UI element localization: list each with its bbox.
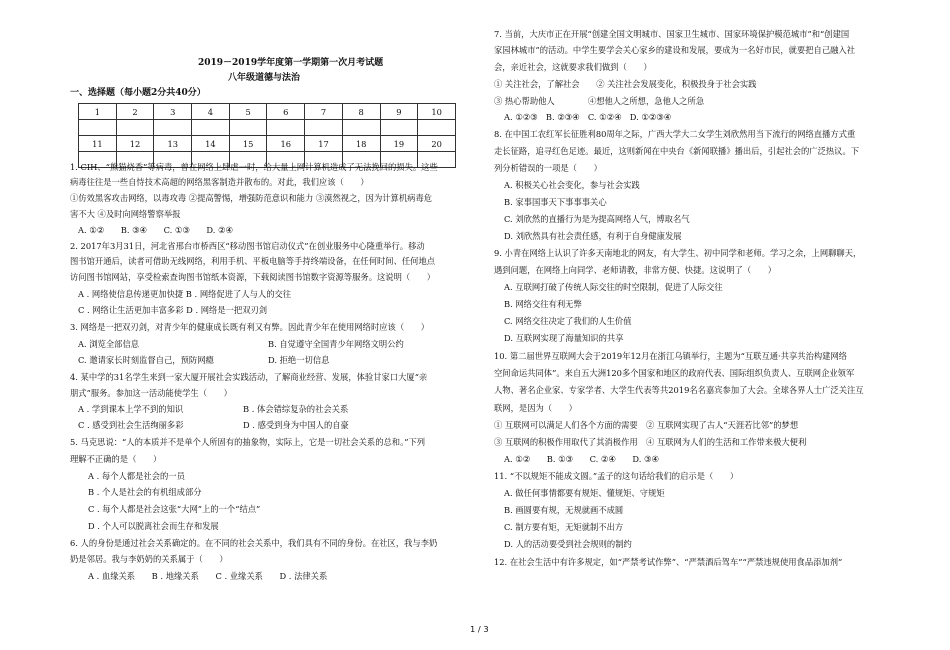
- table-cell: 6: [267, 104, 305, 120]
- table-row: [79, 104, 456, 120]
- question-text: 9. 小青在网络上认识了许多天南地北的网友，有大学生、初中同学和老师。学习之余，上网聊聊天，: [494, 248, 862, 258]
- question-text: 访问图书馆网站，享受检索查询图书馆纸本资源，下载阅读图书馆数字资源等服务。这说明（ ）: [70, 272, 436, 282]
- exam-subtitle: 八年级道德与法治: [228, 73, 301, 83]
- table-cell: 13: [154, 136, 192, 152]
- question-text: 联网，是因为（ ）: [494, 403, 577, 413]
- table-cell: 5: [229, 104, 267, 120]
- section-heading: 一、选择题（每小题2分共40分）: [70, 88, 206, 98]
- answer-cell[interactable]: [342, 120, 380, 136]
- question-options: A. ①② B. ③④ C. ①③ D. ②④: [78, 225, 233, 235]
- question-option: D . 个人可以脱离社会而生存和发展: [88, 521, 219, 531]
- question-option: C. 邀请家长时刻监督自己，预防网瘾: [78, 355, 214, 365]
- table-cell: 16: [267, 136, 305, 152]
- question-option: C . 感受到社会生活绚丽多彩: [78, 420, 184, 430]
- question-text: ① 互联网可以满足人们各个方面的需要 ② 互联网实现了古人“天涯若比邻”的梦想: [494, 420, 799, 430]
- table-cell: 9: [380, 104, 418, 120]
- table-cell: 12: [116, 136, 154, 152]
- answer-cell[interactable]: [418, 120, 456, 136]
- answer-cell[interactable]: [192, 120, 230, 136]
- question-text: 家园林城市”的活动。中学生要学会关心家乡的建设和发展，要成为一名好市民，就要把自己融入社: [494, 45, 856, 55]
- table-cell: 15: [229, 136, 267, 152]
- answer-cell[interactable]: [116, 120, 154, 136]
- question-option: C . 每个人都是社会这张“大网”上的一个“结点”: [88, 504, 261, 514]
- answer-cell[interactable]: [154, 120, 192, 136]
- table-cell: 20: [418, 136, 456, 152]
- question-option: C. 制方要有矩，无矩就制不出方: [504, 522, 624, 532]
- question-text: 人物、著名企业家、专家学者、大学生代表等共2019名名嘉宾参加了大会。全球各界人士广泛关注互: [494, 385, 864, 395]
- table-cell: 8: [342, 104, 380, 120]
- question-text: 走长征路，追寻红色足迹。最近，这则新闻在中央台《新闻联播》播出后，引起社会的广泛热议。下: [494, 146, 860, 156]
- answer-cell[interactable]: [267, 120, 305, 136]
- question-text: 7. 当前，大庆市正在开展“创建全国文明城市、国家卫生城市、国家环境保护模范城市”和“创建国: [494, 29, 850, 39]
- question-option: B. 画圆要有规，无规就画不成圆: [504, 505, 624, 515]
- question-option: B. 家事国事天下事事事关心: [504, 197, 607, 207]
- table-cell: 10: [418, 104, 456, 120]
- question-options: C . 网络让生活更加丰富多彩 D . 网络是一把双刃剑: [78, 305, 268, 315]
- answer-cell[interactable]: [380, 120, 418, 136]
- question-option: D . 感受到身为中国人的自豪: [243, 420, 349, 430]
- table-cell: 11: [79, 136, 117, 152]
- question-text: 理解不正确的是（ ）: [70, 454, 162, 464]
- question-text: 会，亲近社会，这就要求我们做到（ ）: [494, 62, 652, 72]
- table-cell: 18: [342, 136, 380, 152]
- question-text: 朋式”服务。参加这一活动能使学生（ ）: [70, 388, 232, 398]
- question-text: 4. 某中学的31名学生来到一家大厦开展社会实践活动，了解商业经营、发展，体验甘家口大厦“亲: [70, 372, 428, 382]
- question-text: 2. 2017年3月31日，河北省邢台市桥西区“移动图书馆启动仪式”在创业服务中心隆重举行。移动: [70, 241, 425, 251]
- page-number: 1 / 3: [470, 624, 489, 634]
- question-option: D. 拒绝一切信息: [268, 355, 330, 365]
- question-option: C. 刘欣然的直播行为是为提高网络人气，博取名气: [504, 214, 690, 224]
- question-options: A . 网络使信息传递更加快捷 B . 网络促进了人与人的交往: [78, 289, 292, 299]
- question-text: 8. 在中国工农红军长征胜利80周年之际，广西大学大二女学生刘欣然用当下流行的网络直播方式重: [494, 129, 856, 139]
- question-option: A. 互联网打破了传统人际交往的时空限制，促进了人际交往: [504, 282, 723, 292]
- question-option: A. 积极关心社会变化，参与社会实践: [504, 180, 640, 190]
- answer-cell[interactable]: [229, 120, 267, 136]
- question-options: A. ①② B. ①③ C. ②④ D. ③④: [504, 454, 659, 464]
- table-cell: 4: [192, 104, 230, 120]
- answer-table: [78, 103, 456, 168]
- question-text: 空间命运共同体”。来自五大洲120多个国家和地区的政府代表、国际组织负责人、互联网企业领军: [494, 368, 855, 378]
- exam-title: 2019－2019学年度第一学期第一次月考试题: [198, 58, 384, 68]
- question-text: ①仿效黑客攻击网络，以毒攻毒 ②提高警惕，增强防范意识和能力 ③漠然视之，因为计算机病毒危: [70, 193, 433, 203]
- question-options: A . 血缘关系 B . 地缘关系 C . 业缘关系 D . 法律关系: [88, 571, 328, 581]
- table-row: [79, 120, 456, 136]
- table-cell: 14: [192, 136, 230, 152]
- table-cell: 7: [305, 104, 343, 120]
- question-option: A . 学到课本上学不到的知识: [78, 404, 184, 414]
- question-text: 6. 人的身份是通过社会关系确定的。在不同的社会关系中，我们具有不同的身份。在社区，我与李奶: [70, 538, 438, 548]
- question-option: B. 网络交往有利无弊: [504, 299, 582, 309]
- table-cell: 19: [380, 136, 418, 152]
- question-options: A. ①②③ B. ②③④ C. ①②④ D. ①②③④: [504, 112, 672, 122]
- question-text: 病毒往往是一些自恃技术高超的网络黑客制造并散布的。对此，我们应该（ ）: [70, 177, 369, 187]
- question-option: A. 做任何事情都要有规矩、懂规矩、守规矩: [504, 488, 665, 498]
- question-text: 5. 马克思说：“人的本质并不是单个人所固有的抽象物，实际上，它是一切社会关系的总和。”下列: [70, 437, 426, 447]
- answer-cell[interactable]: [305, 120, 343, 136]
- question-option: B . 体会错综复杂的社会关系: [243, 404, 349, 414]
- question-text: 图书馆开通后，读者可借助无线网络，利用手机、平板电脑等手持终端设备，在任何时间、任何地点: [70, 256, 436, 266]
- question-text: 奶是邻居。我与李奶奶的关系属于（ ）: [70, 554, 228, 564]
- answer-cell[interactable]: [79, 120, 117, 136]
- question-text: 害不大 ④及时向网络警察举报: [70, 209, 181, 219]
- question-text: 12. 在社会生活中有许多规定，如“严禁考试作弊”、“严禁酒后驾车”“严禁违规使用食品添加剂”: [494, 557, 843, 567]
- question-text: ① 关注社会，了解社会 ② 关注社会发展变化，积极投身于社会实践: [494, 79, 757, 89]
- question-option: D. 人的活动要受到社会规则的制约: [504, 539, 632, 549]
- table-cell: 2: [116, 104, 154, 120]
- question-option: A . 每个人都是社会的一员: [88, 471, 185, 481]
- question-option: B . 个人是社会的有机组成部分: [88, 487, 202, 497]
- question-option: D. 刘欣然具有社会责任感，有利于自身健康发展: [504, 231, 682, 241]
- table-cell: 17: [305, 136, 343, 152]
- table-row: [79, 136, 456, 152]
- question-text: 1. CIH、“熊猫烧香”等病毒，曾在网络上肆虐一时，给大量上网计算机造成了无法挽回的损失。这些: [70, 162, 438, 172]
- question-option: A. 浏览全部信息: [78, 339, 140, 349]
- question-option: C. 网络交往决定了我们的人生价值: [504, 316, 632, 326]
- question-text: 11. “不以规矩不能成文圆。”孟子的这句话给我们的启示是（ ）: [494, 471, 739, 481]
- question-text: 3. 网络是一把双刃剑，对青少年的健康成长既有利又有弊。因此青少年在使用网络时应该（ ）: [70, 322, 430, 332]
- question-text: 遇到问题，在网络上向同学、老师请教，非常方便、快捷。这说明了（ ）: [494, 265, 777, 275]
- table-cell: 1: [79, 104, 117, 120]
- question-text: 10. 第二届世界互联网大会于2019年12月在浙江乌镇举行，主题为“互联互通·共享共治构建网络: [494, 351, 848, 361]
- table-cell: 3: [154, 104, 192, 120]
- question-text: 列分析错误的一项是（ ）: [494, 163, 602, 173]
- question-option: B. 自觉遵守全国青少年网络文明公约: [268, 339, 404, 349]
- question-text: ③ 互联网的积极作用取代了其消极作用 ④ 互联网为人们的生活和工作带来极大便利: [494, 437, 807, 447]
- question-option: D. 互联网实现了海量知识的共享: [504, 333, 624, 343]
- question-text: ③ 热心帮助他人 ④想他人之所想，急他人之所急: [494, 96, 705, 106]
